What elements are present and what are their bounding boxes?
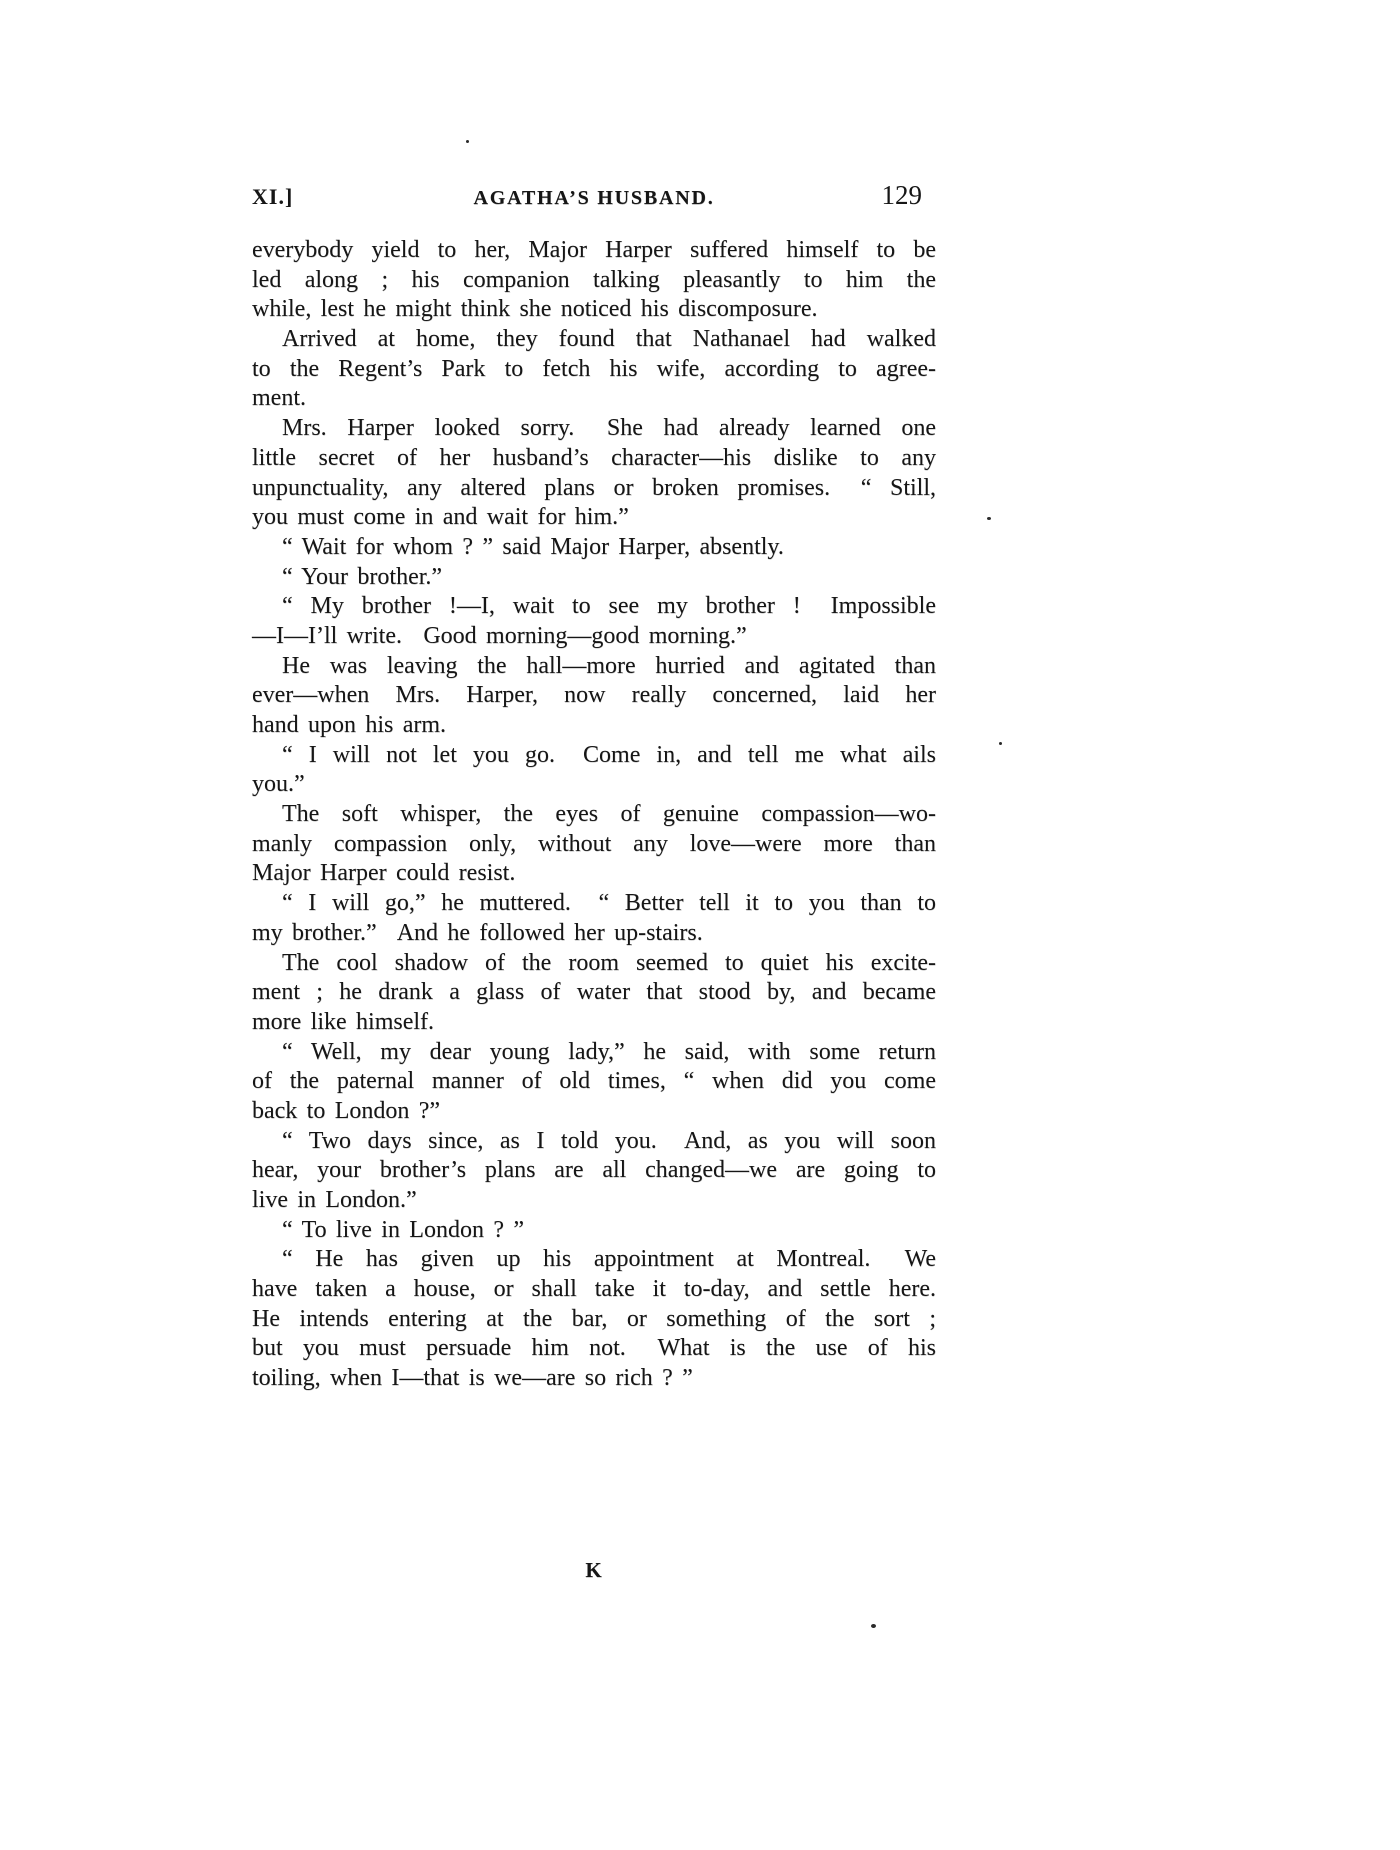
text-line: hand upon his arm. xyxy=(252,712,447,738)
scan-speck xyxy=(987,517,991,520)
paragraph xyxy=(252,741,936,800)
paragraph xyxy=(252,1245,936,1393)
text-line: toiling, when I—that is we—are so rich ? ” xyxy=(252,1365,693,1392)
paragraph xyxy=(252,1127,936,1216)
text-line: little secret of her husband’s character—his dislike to any xyxy=(252,444,936,471)
text-line: but you must persuade him not. What is the use of his xyxy=(252,1335,936,1362)
text-line: live in London.” xyxy=(252,1187,417,1213)
text-line: “ To live in London ? ” xyxy=(282,1216,524,1243)
text-line: to the Regent’s Park to fetch his wife, according to agree- xyxy=(252,355,936,382)
text-line: Arrived at home, they found that Nathanael had walked xyxy=(282,326,936,353)
text-line: more like himself. xyxy=(252,1008,435,1035)
text-line: my brother.” And he followed her up-stairs. xyxy=(252,919,703,946)
scan-speck xyxy=(871,1624,876,1628)
text-line: He intends entering at the bar, or something of the sort ; xyxy=(252,1305,936,1332)
paragraph xyxy=(252,533,936,563)
page-body xyxy=(252,236,936,1394)
paragraph xyxy=(252,414,936,533)
book-title: AGATHA’S HUSBAND. xyxy=(473,187,715,209)
text-line: unpunctuality, any altered plans or broken promises. “ Still, xyxy=(252,474,936,501)
text-line: Mrs. Harper looked sorry. She had already learned one xyxy=(282,415,936,442)
text-line: “ Well, my dear young lady,” he said, with some return xyxy=(282,1038,936,1065)
paragraph xyxy=(252,889,936,948)
text-line: “ Wait for whom ? ” said Major Harper, absently. xyxy=(282,533,784,560)
paragraph xyxy=(252,563,936,593)
text-line: “ Two days since, as I told you. And, as you will soon xyxy=(282,1127,936,1154)
text-line: you must come in and wait for him.” xyxy=(252,504,629,531)
text-line: back to London ?” xyxy=(252,1097,441,1124)
chapter-number: XI.] xyxy=(252,184,294,209)
text-line: “ My brother !—I, wait to see my brother ! Impossible xyxy=(282,593,936,620)
text-line: ment. xyxy=(252,385,306,412)
text-line: “ Your brother.” xyxy=(282,563,443,590)
paragraph xyxy=(252,949,936,1038)
scan-speck xyxy=(999,742,1002,745)
text-line: hear, your brother’s plans are all changed—we are going to xyxy=(252,1157,936,1184)
text-line: —I—I’ll write. Good morning—good morning.” xyxy=(252,622,747,649)
page xyxy=(252,180,936,1394)
paragraph xyxy=(252,236,936,325)
text-line: Major Harper could resist. xyxy=(252,860,516,887)
paragraph xyxy=(252,1216,936,1246)
paragraph xyxy=(252,800,936,889)
text-line: have taken a house, or shall take it to-day, and settle here. xyxy=(252,1276,936,1303)
text-line: “ I will go,” he muttered. “ Better tell it to you than to xyxy=(282,890,936,917)
text-line: manly compassion only, without any love—were more than xyxy=(252,830,936,857)
text-line: ment ; he drank a glass of water that stood by, and became xyxy=(252,979,936,1006)
paragraph xyxy=(252,325,936,414)
paragraph xyxy=(252,652,936,741)
text-line: you.” xyxy=(252,771,305,798)
signature-mark: K xyxy=(585,1558,603,1582)
page-number: 129 xyxy=(881,180,922,210)
text-line: He was leaving the hall—more hurried and agitated than xyxy=(282,652,936,679)
text-line: The cool shadow of the room seemed to quiet his excite- xyxy=(282,949,936,976)
text-line: of the paternal manner of old times, “ when did you come xyxy=(252,1068,936,1095)
text-line: while, lest he might think she noticed his discomposure. xyxy=(252,296,818,323)
text-line: led along ; his companion talking pleasantly to him the xyxy=(252,266,936,293)
scan-speck xyxy=(466,140,469,143)
text-line: everybody yield to her, Major Harper suffered himself to be xyxy=(252,237,936,263)
text-line: The soft whisper, the eyes of genuine compassion—wo- xyxy=(282,801,936,828)
paragraph xyxy=(252,1038,936,1127)
text-line: “ He has given up his appointment at Montreal. We xyxy=(282,1246,936,1273)
text-line: ever—when Mrs. Harper, now really concerned, laid her xyxy=(252,682,936,709)
paragraph xyxy=(252,592,936,651)
text-line: “ I will not let you go. Come in, and tell me what ails xyxy=(282,741,936,768)
running-header xyxy=(252,180,936,211)
